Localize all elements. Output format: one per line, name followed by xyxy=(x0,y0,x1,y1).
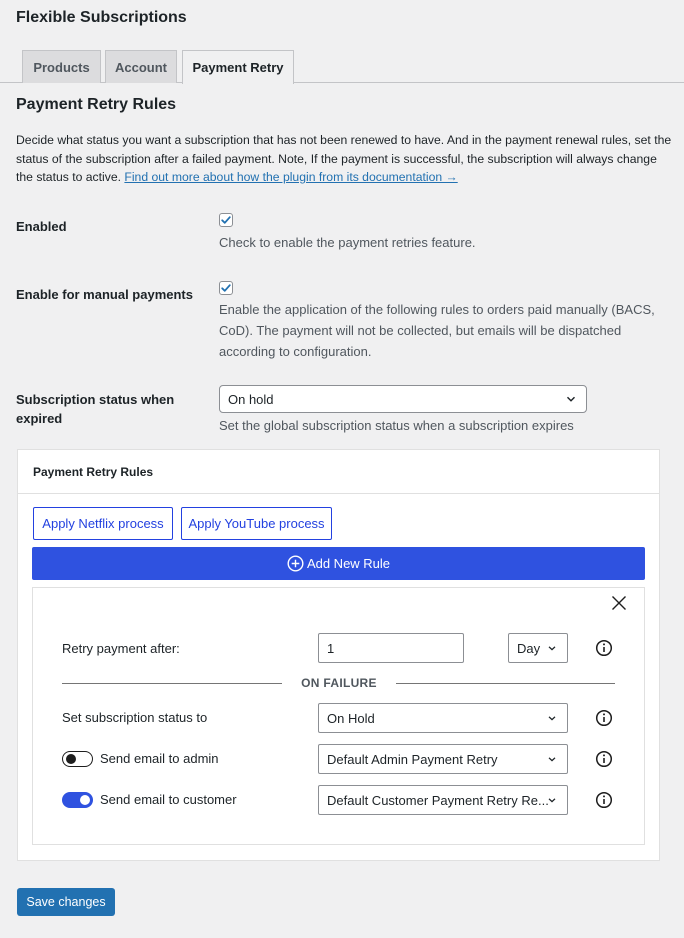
info-icon[interactable] xyxy=(595,750,613,768)
section-title: Payment Retry Rules xyxy=(16,96,177,113)
manual-payments-label: Enable for manual payments xyxy=(16,287,193,302)
toggle-knob xyxy=(80,795,90,805)
chevron-down-icon xyxy=(566,394,576,404)
add-new-rule-button[interactable] xyxy=(32,547,645,580)
info-icon[interactable] xyxy=(595,791,613,809)
tab-payment-retry[interactable]: Payment Retry xyxy=(182,50,294,84)
save-changes-button[interactable]: Save changes xyxy=(17,888,115,916)
expired-status-label: Subscription status when expired xyxy=(16,392,175,426)
page-title: Flexible Subscriptions xyxy=(16,9,187,26)
retry-after-input[interactable]: 1 xyxy=(318,633,464,663)
info-icon[interactable] xyxy=(595,709,613,727)
chevron-down-icon xyxy=(547,754,557,764)
enabled-checkbox[interactable] xyxy=(219,213,233,227)
manual-payments-checkbox[interactable] xyxy=(219,281,233,295)
description-text: Decide what status you want a subscription that has not been renewed to have. And in the payment renewal rules, set the status of the subscription after a failed payment. Note, If the payment is successful, the subscription will always change the status to active. xyxy=(16,133,672,184)
retry-after-label: Retry payment after: xyxy=(62,641,180,656)
add-new-rule-label: Add New Rule xyxy=(306,556,391,571)
customer-email-select[interactable] xyxy=(318,785,568,815)
customer-email-label: Send email to customer xyxy=(100,792,237,807)
enabled-help: Check to enable the payment retries feature. xyxy=(219,235,476,250)
apply-youtube-button[interactable]: Apply YouTube process xyxy=(181,507,332,540)
chevron-down-icon xyxy=(547,795,557,805)
checkmark-icon xyxy=(220,282,232,294)
retry-unit-select[interactable] xyxy=(508,633,568,663)
plus-circle-icon xyxy=(287,555,304,572)
set-status-label: Set subscription status to xyxy=(62,710,208,725)
admin-email-select[interactable] xyxy=(318,744,568,774)
divider-line xyxy=(62,683,282,684)
expired-status-value: On hold xyxy=(228,391,274,407)
on-failure-divider: ON FAILURE xyxy=(301,676,377,690)
tab-products[interactable]: Products xyxy=(22,50,101,83)
enabled-label: Enabled xyxy=(16,219,67,234)
admin-email-label: Send email to admin xyxy=(100,751,219,766)
customer-email-value: Default Customer Payment Retry Re... xyxy=(327,792,549,808)
customer-email-toggle[interactable] xyxy=(62,792,93,808)
settings-tabs xyxy=(0,50,684,83)
tab-account[interactable]: Account xyxy=(105,50,177,83)
chevron-down-icon xyxy=(547,713,557,723)
apply-netflix-button[interactable]: Apply Netflix process xyxy=(33,507,173,540)
toggle-knob xyxy=(66,754,76,764)
close-icon[interactable] xyxy=(611,595,627,611)
subscription-status-select[interactable] xyxy=(318,703,568,733)
section-description xyxy=(16,131,676,187)
documentation-link[interactable]: Find out more about how the plugin from its documentation → xyxy=(124,170,458,184)
subscription-status-value: On Hold xyxy=(327,710,375,726)
expired-status-select[interactable] xyxy=(219,385,587,413)
admin-email-value: Default Admin Payment Retry xyxy=(327,751,498,767)
info-icon[interactable] xyxy=(595,639,613,657)
retry-unit-value: Day xyxy=(517,640,541,656)
manual-payments-help: Enable the application of the following rules to orders paid manually (BACS, CoD). The payment will not be collected, but emails will be dispatched according to configuration. xyxy=(219,302,655,359)
panel-title: Payment Retry Rules xyxy=(18,450,659,494)
divider-line xyxy=(396,683,615,684)
chevron-down-icon xyxy=(547,643,557,653)
expired-status-help: Set the global subscription status when a subscription expires xyxy=(219,418,574,433)
checkmark-icon xyxy=(220,214,232,226)
admin-email-toggle[interactable] xyxy=(62,751,93,767)
